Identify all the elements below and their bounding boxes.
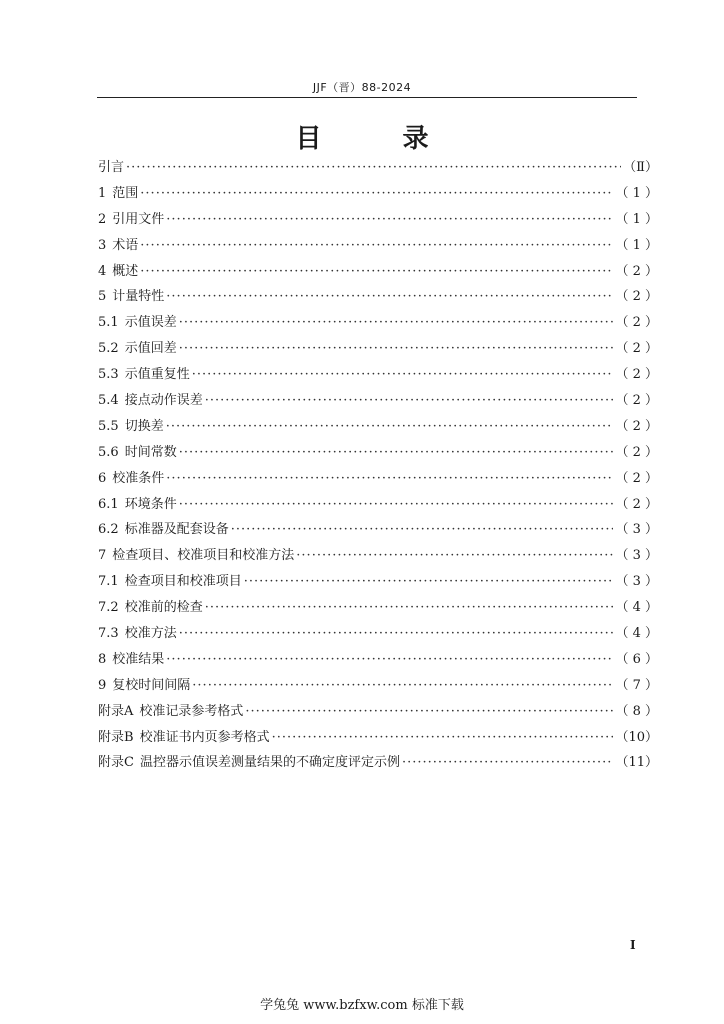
- toc-entry-page: （ 2 ）: [615, 315, 658, 331]
- toc-entry[interactable]: [98, 208, 658, 234]
- toc-entry[interactable]: [98, 648, 658, 674]
- dot-leader: [126, 160, 621, 175]
- toc-entry-page: （ 2 ）: [615, 418, 658, 434]
- toc-entry-title: 示值回差: [124, 341, 177, 357]
- toc-entry-page: （ 6 ）: [615, 651, 658, 667]
- dot-leader: [296, 548, 613, 563]
- toc-entry-number: 8: [98, 651, 107, 667]
- toc-entry-page: （ 2 ）: [615, 367, 658, 383]
- toc-entry-page: （ 2 ）: [615, 289, 658, 305]
- toc-entry[interactable]: [98, 415, 658, 441]
- dot-leader: [166, 419, 614, 434]
- toc-entry-number: 7.3: [98, 626, 119, 642]
- dot-leader: [166, 652, 613, 667]
- toc-entry[interactable]: [98, 493, 658, 519]
- toc-entry-title: 复校时间间隔: [112, 677, 191, 693]
- dot-leader: [192, 678, 613, 693]
- dot-leader: [192, 367, 614, 382]
- toc-entry-number: 6: [98, 470, 107, 486]
- toc-entry-number: 5.3: [98, 367, 119, 383]
- toc-entry-title: 校准条件: [112, 470, 165, 486]
- toc-entry-page: （10）: [615, 729, 658, 745]
- toc-entry-page: （ 7 ）: [615, 677, 658, 693]
- header-rule: [97, 97, 637, 98]
- toc-entry[interactable]: [98, 363, 658, 389]
- dot-leader: [179, 445, 614, 460]
- toc-entry-number: 7.2: [98, 600, 119, 616]
- dot-leader: [205, 600, 614, 615]
- running-header: JJF（晋）88-2024: [312, 81, 412, 94]
- dot-leader: [244, 574, 614, 589]
- dot-leader: [205, 393, 614, 408]
- toc-entry-page: （ 4 ）: [615, 600, 658, 616]
- toc-entry-page: （ 4 ）: [615, 626, 658, 642]
- toc-entry-title: 检查项目、校准项目和校准方法: [112, 548, 295, 564]
- toc-entry[interactable]: [98, 751, 658, 777]
- toc-entry-number: 5: [98, 289, 107, 305]
- toc-entry[interactable]: [98, 337, 658, 363]
- toc-entry[interactable]: [98, 234, 658, 260]
- toc-entry-number: 附录A: [98, 703, 134, 719]
- table-of-contents: [98, 156, 658, 777]
- toc-entry-number: 6.1: [98, 496, 119, 512]
- toc-entry[interactable]: [98, 622, 658, 648]
- dot-leader: [245, 704, 613, 719]
- toc-entry-page: （11）: [615, 755, 658, 771]
- toc-entry-number: 3: [98, 237, 107, 253]
- toc-entry-page: （ 2 ）: [615, 444, 658, 460]
- toc-entry-title: 计量特性: [112, 289, 165, 305]
- toc-entry-number: 4: [98, 263, 107, 279]
- toc-entry[interactable]: [98, 311, 658, 337]
- toc-entry-number: 1: [98, 185, 107, 201]
- toc-entry[interactable]: [98, 441, 658, 467]
- toc-entry-title: 概述: [112, 263, 139, 279]
- toc-entry-page: （ 8 ）: [615, 703, 658, 719]
- toc-entry-page: （ 3 ）: [615, 574, 658, 590]
- toc-entry[interactable]: [98, 544, 658, 570]
- toc-entry-page: （ 2 ）: [615, 496, 658, 512]
- toc-entry-title: 校准记录参考格式: [139, 703, 244, 719]
- toc-entry-title: 示值重复性: [124, 367, 190, 383]
- toc-entry-title: 接点动作误差: [124, 393, 203, 409]
- toc-entry[interactable]: [98, 467, 658, 493]
- toc-entry-page: （ 3 ）: [615, 522, 658, 538]
- toc-entry-page: （ 1 ）: [615, 211, 658, 227]
- toc-entry-number: 7.1: [98, 574, 119, 590]
- dot-leader: [140, 238, 613, 253]
- source-watermark: 学兔兔 www.bzfxw.com 标准下载: [260, 998, 464, 1013]
- toc-entry[interactable]: [98, 674, 658, 700]
- toc-entry-number: 2: [98, 211, 107, 227]
- toc-entry-title: 范围: [112, 185, 139, 201]
- dot-leader: [140, 186, 613, 201]
- toc-entry[interactable]: [98, 156, 658, 182]
- dot-leader: [179, 341, 614, 356]
- toc-entry-title: 校准前的检查: [124, 600, 203, 616]
- toc-entry-title: 示值误差: [124, 315, 177, 331]
- toc-entry-title: 检查项目和校准项目: [124, 574, 242, 590]
- dot-leader: [402, 755, 613, 770]
- dot-leader: [166, 212, 613, 227]
- toc-entry-title: 引言: [98, 160, 125, 175]
- dot-leader: [140, 264, 613, 279]
- toc-entry-page: （ 3 ）: [615, 548, 658, 564]
- dot-leader: [179, 497, 614, 512]
- toc-entry-page: （ 2 ）: [615, 263, 658, 279]
- dot-leader: [231, 522, 614, 537]
- toc-entry-title: 校准方法: [124, 626, 177, 642]
- toc-entry-number: 附录C: [98, 755, 134, 771]
- toc-entry-number: 5.5: [98, 418, 119, 434]
- toc-entry-title: 环境条件: [124, 496, 177, 512]
- dot-leader: [166, 471, 613, 486]
- toc-entry-page: （ 2 ）: [615, 470, 658, 486]
- toc-entry-number: 5.2: [98, 341, 119, 357]
- toc-entry-number: 5.1: [98, 315, 119, 331]
- toc-entry-title: 切换差: [124, 418, 164, 434]
- dot-leader: [179, 626, 614, 641]
- toc-entry-number: 5.6: [98, 444, 119, 460]
- toc-entry-number: 5.4: [98, 393, 119, 409]
- dot-leader: [166, 289, 613, 304]
- toc-entry[interactable]: [98, 182, 658, 208]
- toc-entry-title: 标准器及配套设备: [124, 522, 229, 538]
- toc-entry-page: （ 1 ）: [615, 185, 658, 201]
- toc-entry-page: （ 1 ）: [615, 237, 658, 253]
- toc-entry[interactable]: [98, 700, 658, 726]
- toc-entry-page: （ 2 ）: [615, 341, 658, 357]
- toc-entry[interactable]: [98, 285, 658, 311]
- toc-entry-page: （Ⅱ）: [623, 160, 658, 175]
- dot-leader: [272, 730, 614, 745]
- toc-entry-title: 时间常数: [124, 444, 177, 460]
- page-title: 目 录: [295, 124, 465, 154]
- toc-entry-number: 9: [98, 677, 107, 693]
- toc-entry-title: 术语: [112, 237, 139, 253]
- toc-entry-title: 温控器示值误差测量结果的不确定度评定示例: [139, 755, 400, 771]
- page-number: I: [630, 938, 636, 952]
- toc-entry-number: 附录B: [98, 729, 134, 745]
- toc-entry-title: 校准证书内页参考格式: [139, 729, 270, 745]
- dot-leader: [179, 315, 614, 330]
- toc-entry-number: 6.2: [98, 522, 119, 538]
- toc-entry-page: （ 2 ）: [615, 393, 658, 409]
- toc-entry-number: 7: [98, 548, 107, 564]
- toc-entry[interactable]: [98, 596, 658, 622]
- toc-entry[interactable]: [98, 726, 658, 752]
- toc-entry[interactable]: [98, 260, 658, 286]
- toc-entry[interactable]: [98, 518, 658, 544]
- toc-entry-title: 校准结果: [112, 651, 165, 667]
- toc-entry-title: 引用文件: [112, 211, 165, 227]
- toc-entry[interactable]: [98, 570, 658, 596]
- toc-entry[interactable]: [98, 389, 658, 415]
